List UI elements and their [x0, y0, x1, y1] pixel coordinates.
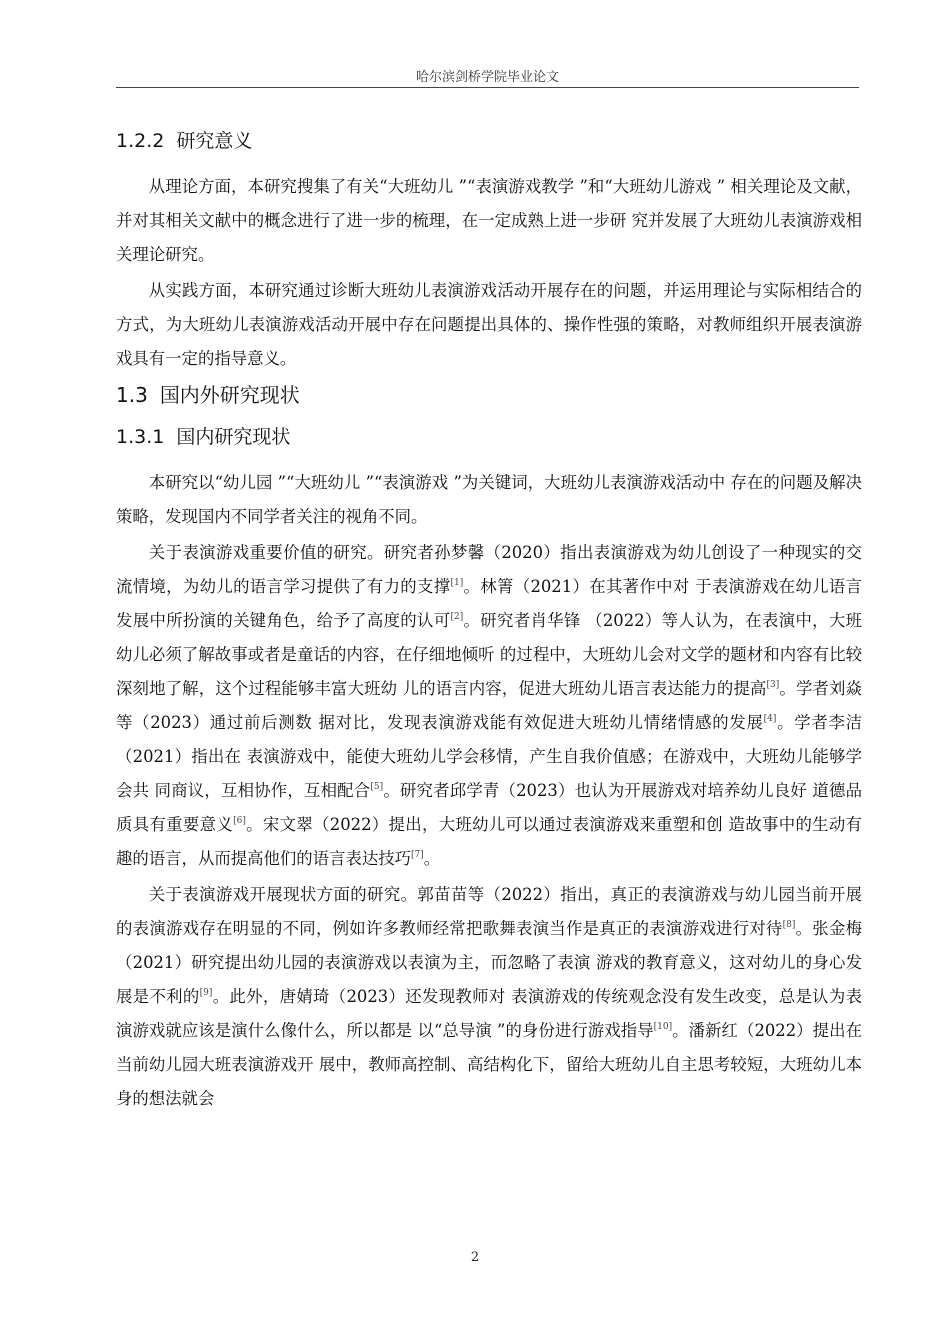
- citation-7: [7]: [411, 850, 424, 860]
- paragraph-practice: 从实践方面，本研究通过诊断大班幼儿表演游戏活动开展存在的问题，并运用理论与实际相结合的方式，为大班幼儿表演游戏活动开展中存在问题提出具体的、操作性强的策略，对教师组织开展表演游戏具有一定的指导意义。: [116, 281, 862, 368]
- text-run: 。林箐（2021）在其著作中对 于表演游戏在幼儿语言发展中所扮演的关键角色，给予了高度的认可: [116, 577, 862, 630]
- text-run: 。学者李洁（2021）指出在 表演游戏中，能使大班幼儿学会移情，产生自我价值感；在游戏中，大班幼儿能够学会共 同商议，互相协作，互相配合: [116, 713, 862, 800]
- citation-3: [3]: [766, 680, 780, 690]
- section-heading-1-3-1: [116, 422, 862, 452]
- citation-10: [10]: [653, 1022, 673, 1032]
- text-run: 。此外，唐婧琦（2023）还发现教师对 表演游戏的传统观念没有发生改变，总是认为表演游戏就应该是演什么像什么，所以都是 以“总导演 ”的身份进行游戏指导: [116, 987, 863, 1040]
- section-heading-1-2-2: [116, 126, 862, 156]
- text-run: 。宋文翠（2022）提出，大班幼儿可以通过表演游戏来重塑和创 造故事中的生动有趣的语言，从而提高他们的语言表达技巧: [116, 815, 863, 868]
- text-run: 。张金梅（2021）研究提出幼儿园的表演游戏以表演为主，而忽略了表演 游戏的教育意义，这对幼儿的身心发展是不利的: [116, 919, 863, 1006]
- section-title: 研究意义: [176, 130, 253, 152]
- text-run: 。: [423, 849, 441, 868]
- text-run: 。研究者邱学青（2023）也认为开展游戏对培养幼儿良好 道德品质具有重要意义: [116, 781, 863, 834]
- section-title: 国内研究现状: [176, 426, 291, 448]
- citation-6: [6]: [233, 816, 246, 826]
- page-body: [116, 120, 862, 1118]
- running-header: 哈尔滨剑桥学院毕业论文: [415, 70, 559, 85]
- text-run: 。潘新红（2022）提出在当前幼儿园大班表演游戏开 展中，教师高控制、高结构化下，留给大班幼儿自主思考较短，大班幼儿本身的想法就会: [116, 1021, 862, 1108]
- citation-2: [2]: [450, 612, 464, 622]
- section-title: 国内外研究现状: [159, 383, 300, 407]
- text-run: 关于表演游戏重要价值的研究。研究者孙梦馨（2020）指出表演游戏为幼儿创设了一种现实的交流情境，为幼儿的语言学习提供了有力的支撑: [116, 543, 862, 596]
- citation-4: [4]: [763, 714, 777, 724]
- paragraph-status-research: [116, 878, 862, 1116]
- header-divider: [116, 87, 859, 88]
- citation-1: [1]: [450, 578, 464, 588]
- text-run: 关于表演游戏开展现状方面的研究。郭苗苗等（2022）指出，真正的表演游戏与幼儿园当前开展的表演游戏存在明显的不同，例如许多教师经常把歌舞表演当作是真正的表演游戏进行对待: [116, 885, 862, 938]
- paragraph-keywords: 本研究以“幼儿园 ”“大班幼儿 ”“表演游戏 ”为关键词，大班幼儿表演游戏活动中 存在的问题及解决策略，发现国内不同学者关注的视角不同。: [116, 473, 862, 526]
- text-run: 。研究者肖华锋 （2022）等人认为，在表演中，大班幼儿必须了解故事或者是童话的内容，在仔细地倾听 的过程中，大班幼儿会对文学的题材和内容有比较深刻地了解，这个过程能够丰富大班幼 儿的语言内容，促进大班幼儿语言表达能力的提高: [116, 611, 862, 698]
- page-number: 2: [470, 1250, 480, 1265]
- citation-8: [8]: [782, 920, 796, 930]
- paragraph-value-research: [116, 536, 862, 876]
- section-heading-1-3: [116, 378, 862, 412]
- citation-5: [5]: [370, 782, 384, 792]
- citation-9: [9]: [199, 988, 213, 998]
- paragraph-theory: 从理论方面，本研究搜集了有关“大班幼儿 ”“表演游戏教学 ”和“大班幼儿游戏 ” 相关理论及文献，并对其相关文献中的概念进行了进一步的梳理，在一定成熟上进一步研 究并发展了大班幼儿表演游戏相关理论研究。: [116, 177, 862, 264]
- text-run: 。学者刘焱等（2023）通过前后测数 据对比，发现表演游戏能有效促进大班幼儿情绪情感的发展: [116, 679, 862, 732]
- section-number: 1.2.2: [116, 130, 165, 152]
- section-number: 1.3: [116, 383, 148, 407]
- section-number: 1.3.1: [116, 426, 165, 448]
